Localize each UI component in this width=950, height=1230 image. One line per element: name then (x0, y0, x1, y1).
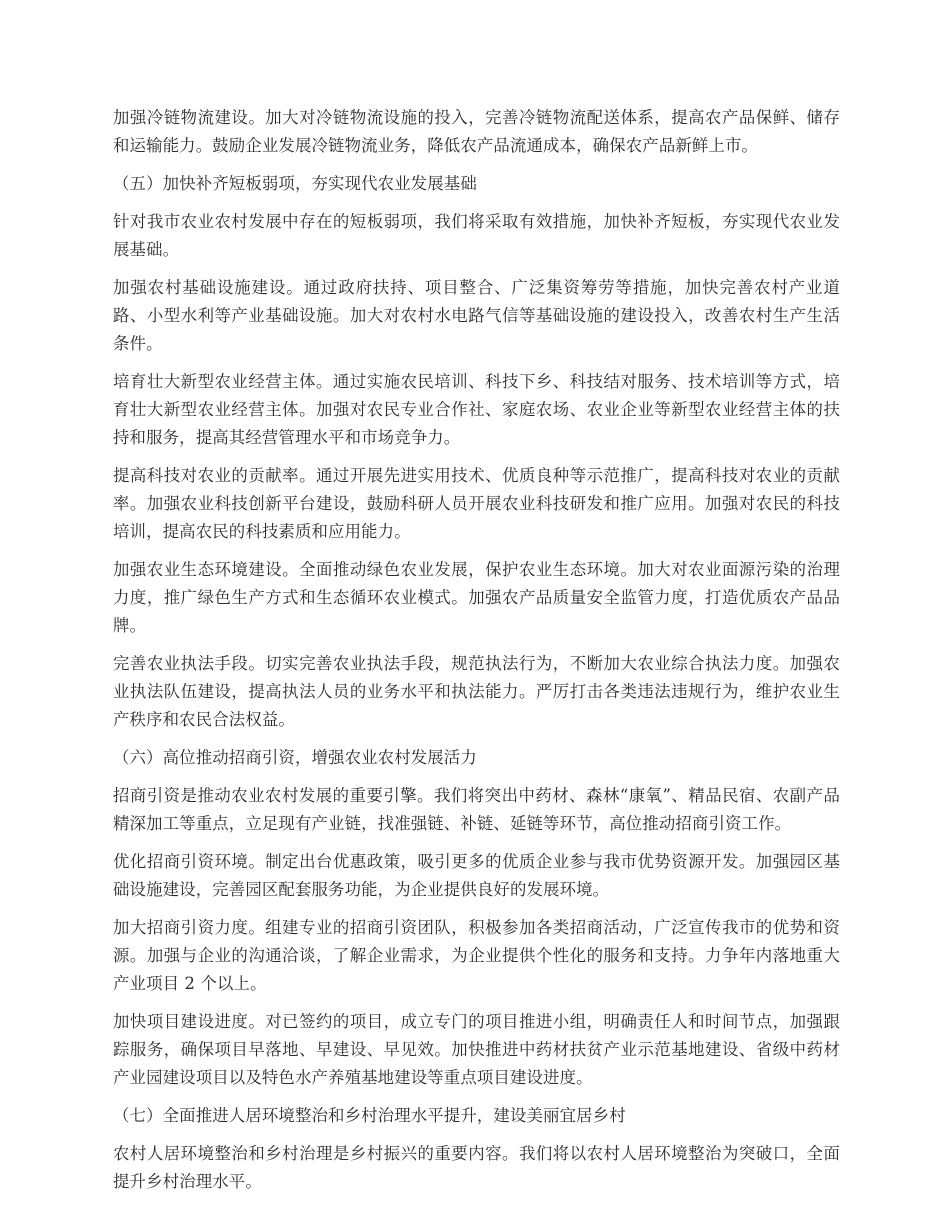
para-increase-investment-efforts: 加大招商引资力度。组建专业的招商引资团队，积极参加各类招商活动，广泛宣传我市的优势和资源。加强与企业的沟通洽谈，了解企业需求，为企业提供个性化的服务和支持。力争年内落地重大产业项目 2 个以上。 (113, 918, 840, 993)
para-shortcomings-intro: 针对我市农业农村发展中存在的短板弱项，我们将采取有效措施，加快补齐短板，夯实现代农业发展基础。 (113, 212, 840, 259)
para-cold-chain-logistics: 加强冷链物流建设。加大对冷链物流设施的投入，完善冷链物流配送体系，提高农产品保鲜、储存和运输能力。鼓励企业发展冷链物流业务，降低农产品流通成本，确保农产品新鲜上市。 (113, 108, 840, 155)
para-living-environment-intro: 农村人居环境整治和乡村治理是乡村振兴的重要内容。我们将以农村人居环境整治为突破口，全面提升乡村治理水平。 (113, 1144, 840, 1191)
para-optimize-investment-environment: 优化招商引资环境。制定出台优惠政策，吸引更多的优质企业参与我市优势资源开发。加强园区基础设施建设，完善园区配套服务功能，为企业提供良好的发展环境。 (113, 852, 840, 899)
heading-five-shortcomings: （五）加快补齐短板弱项，夯实现代农业发展基础 (113, 174, 477, 193)
para-new-business-entities: 培育壮大新型农业经营主体。通过实施农民培训、科技下乡、科技结对服务、技术培训等方式，培育壮大新型农业经营主体。加强对农民专业合作社、家庭农场、农业企业等新型农业经营主体的扶持和服务，提高其经营管理水平和市场竞争力。 (113, 372, 840, 447)
para-investment-intro: 招商引资是推动农业农村发展的重要引擎。我们将突出中药材、森林“康氧”、精品民宿、农副产品精深加工等重点，立足现有产业链，找准强链、补链、延链等环节，高位推动招商引资工作。 (113, 786, 840, 833)
heading-seven-living-environment: （七）全面推进人居环境整治和乡村治理水平提升，建设美丽宜居乡村 (113, 1106, 626, 1125)
para-law-enforcement: 完善农业执法手段。切实完善农业执法手段，规范执法行为，不断加大农业综合执法力度。加强农业执法队伍建设，提高执法人员的业务水平和执法能力。严厉打击各类违法违规行为，维护农业生产秩序和农民合法权益。 (113, 654, 840, 729)
para-rural-infrastructure: 加强农村基础设施建设。通过政府扶持、项目整合、广泛集资筹劳等措施，加快完善农村产业道路、小型水利等产业基础设施。加大对农村水电路气信等基础设施的建设投入，改善农村生产生活条件。 (113, 278, 840, 353)
heading-six-investment-attraction: （六）高位推动招商引资，增强农业农村发展活力 (113, 748, 477, 767)
para-eco-environment: 加强农业生态环境建设。全面推动绿色农业发展，保护农业生态环境。加大对农业面源污染的治理力度，推广绿色生产方式和生态循环农业模式。加强农产品质量安全监管力度，打造优质农产品品牌。 (113, 560, 840, 635)
document-body (113, 104, 840, 1196)
para-technology-contribution: 提高科技对农业的贡献率。通过开展先进实用技术、优质良种等示范推广，提高科技对农业的贡献率。加强农业科技创新平台建设，鼓励科研人员开展农业科技研发和推广应用。加强对农民的科技培训，提高农民的科技素质和应用能力。 (113, 466, 840, 541)
para-accelerate-project-construction: 加快项目建设进度。对已签约的项目，成立专门的项目推进小组，明确责任人和时间节点，加强跟踪服务，确保项目早落地、早建设、早见效。加快推进中药材扶贫产业示范基地建设、省级中药材产业园建设项目以及特色水产养殖基地建设等重点项目建设进度。 (113, 1012, 840, 1087)
